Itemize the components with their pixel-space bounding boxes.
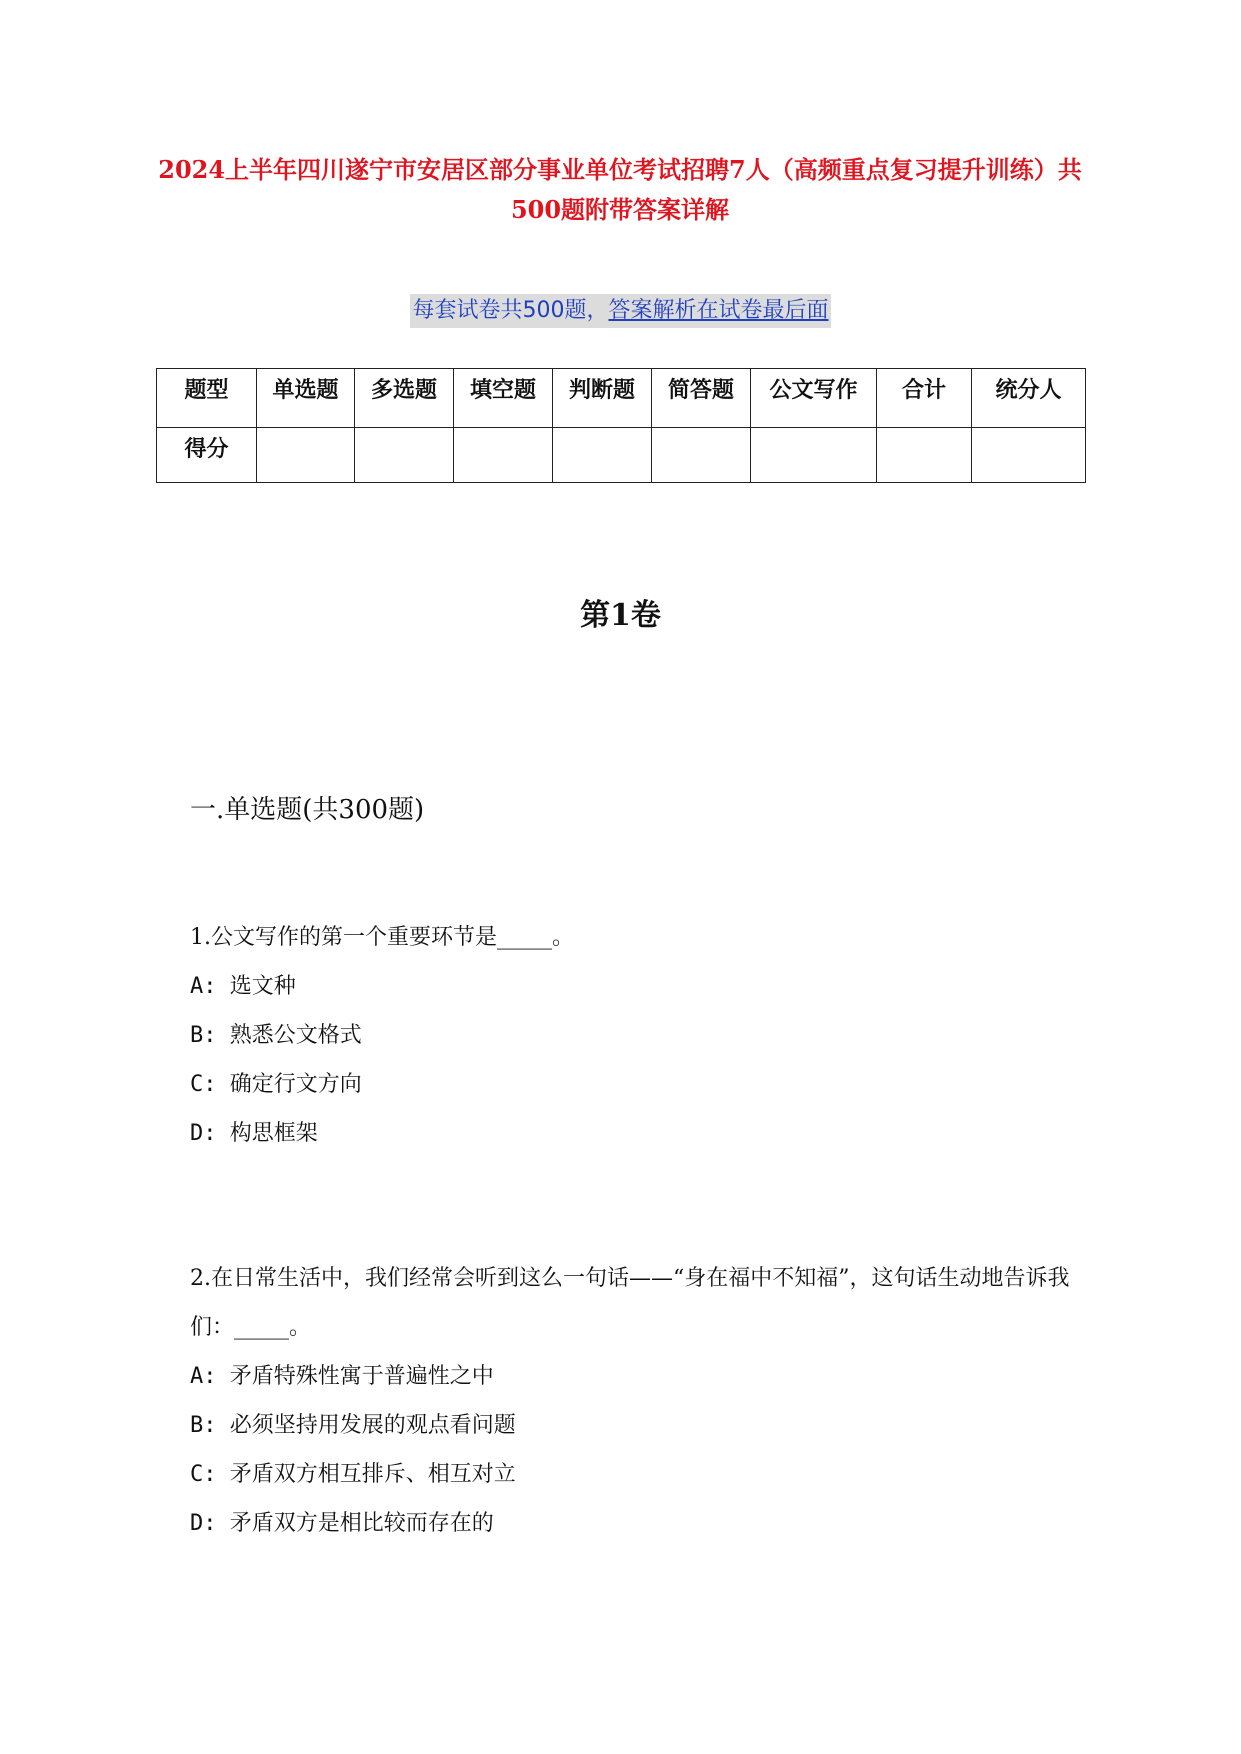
option-d bbox=[190, 1109, 1070, 1158]
option-text: 必须坚持用发展的观点看问题 bbox=[229, 1413, 516, 1438]
question-stem: 2.在日常生活中，我们经常会听到这么一句话——“身在福中不知福”，这句话生动地告诉我们：_____。 bbox=[190, 1266, 1070, 1340]
score-cell bbox=[652, 428, 751, 483]
score-cell bbox=[877, 428, 972, 483]
subtitle-part1: 每套试卷共500题， bbox=[412, 298, 609, 323]
option-a bbox=[190, 962, 1070, 1011]
volume-title: 第1卷 bbox=[580, 598, 661, 633]
option-text: 矛盾特殊性寓于普遍性之中 bbox=[229, 1364, 494, 1389]
header-cell-official-writing: 公文写作 bbox=[751, 369, 877, 428]
option-b bbox=[190, 1401, 1070, 1450]
header-cell-scorer: 统分人 bbox=[972, 369, 1086, 428]
option-d bbox=[190, 1499, 1070, 1548]
score-cell bbox=[454, 428, 553, 483]
option-key: B: bbox=[190, 1413, 217, 1438]
option-key: C: bbox=[190, 1462, 217, 1487]
score-table bbox=[156, 368, 1086, 483]
option-a bbox=[190, 1352, 1070, 1401]
option-text: 构思框架 bbox=[229, 1121, 318, 1146]
score-table-score-row bbox=[157, 428, 1086, 483]
option-key: B: bbox=[190, 1023, 217, 1048]
score-cell bbox=[972, 428, 1086, 483]
score-cell bbox=[257, 428, 355, 483]
score-cell bbox=[355, 428, 454, 483]
header-cell-multiple-choice: 多选题 bbox=[355, 369, 454, 428]
option-text: 矛盾双方是相比较而存在的 bbox=[229, 1511, 494, 1536]
header-cell-total: 合计 bbox=[877, 369, 972, 428]
option-c bbox=[190, 1060, 1070, 1109]
option-key: A: bbox=[190, 974, 217, 999]
header-cell-type: 题型 bbox=[157, 369, 257, 428]
option-text: 确定行文方向 bbox=[229, 1072, 362, 1097]
score-cell bbox=[751, 428, 877, 483]
document-title: 2024上半年四川遂宁市安居区部分事业单位考试招聘7人（高频重点复习提升训练）共500题附带答案详解 bbox=[158, 155, 1082, 224]
subtitle bbox=[410, 294, 830, 328]
score-cell bbox=[553, 428, 652, 483]
option-key: C: bbox=[190, 1072, 217, 1097]
subtitle-part2: 答案解析在试卷最后面 bbox=[608, 298, 829, 323]
subtitle-container bbox=[0, 294, 1241, 328]
question-1 bbox=[190, 913, 1070, 1158]
option-key: D: bbox=[190, 1511, 217, 1536]
header-cell-single-choice: 单选题 bbox=[257, 369, 355, 428]
question-stem: 1.公文写作的第一个重要环节是_____。 bbox=[190, 925, 574, 950]
section-title: 一.单选题(共300题) bbox=[190, 795, 425, 825]
row-label-score: 得分 bbox=[157, 428, 257, 483]
header-cell-fill-blank: 填空题 bbox=[454, 369, 553, 428]
option-b bbox=[190, 1011, 1070, 1060]
header-cell-true-false: 判断题 bbox=[553, 369, 652, 428]
header-cell-short-answer: 简答题 bbox=[652, 369, 751, 428]
option-text: 矛盾双方相互排斥、相互对立 bbox=[229, 1462, 516, 1487]
option-text: 熟悉公文格式 bbox=[229, 1023, 362, 1048]
question-2 bbox=[190, 1254, 1070, 1548]
option-key: A: bbox=[190, 1364, 217, 1389]
option-c bbox=[190, 1450, 1070, 1499]
option-text: 选文种 bbox=[229, 974, 296, 999]
option-key: D: bbox=[190, 1121, 217, 1146]
score-table-header-row bbox=[157, 369, 1086, 428]
